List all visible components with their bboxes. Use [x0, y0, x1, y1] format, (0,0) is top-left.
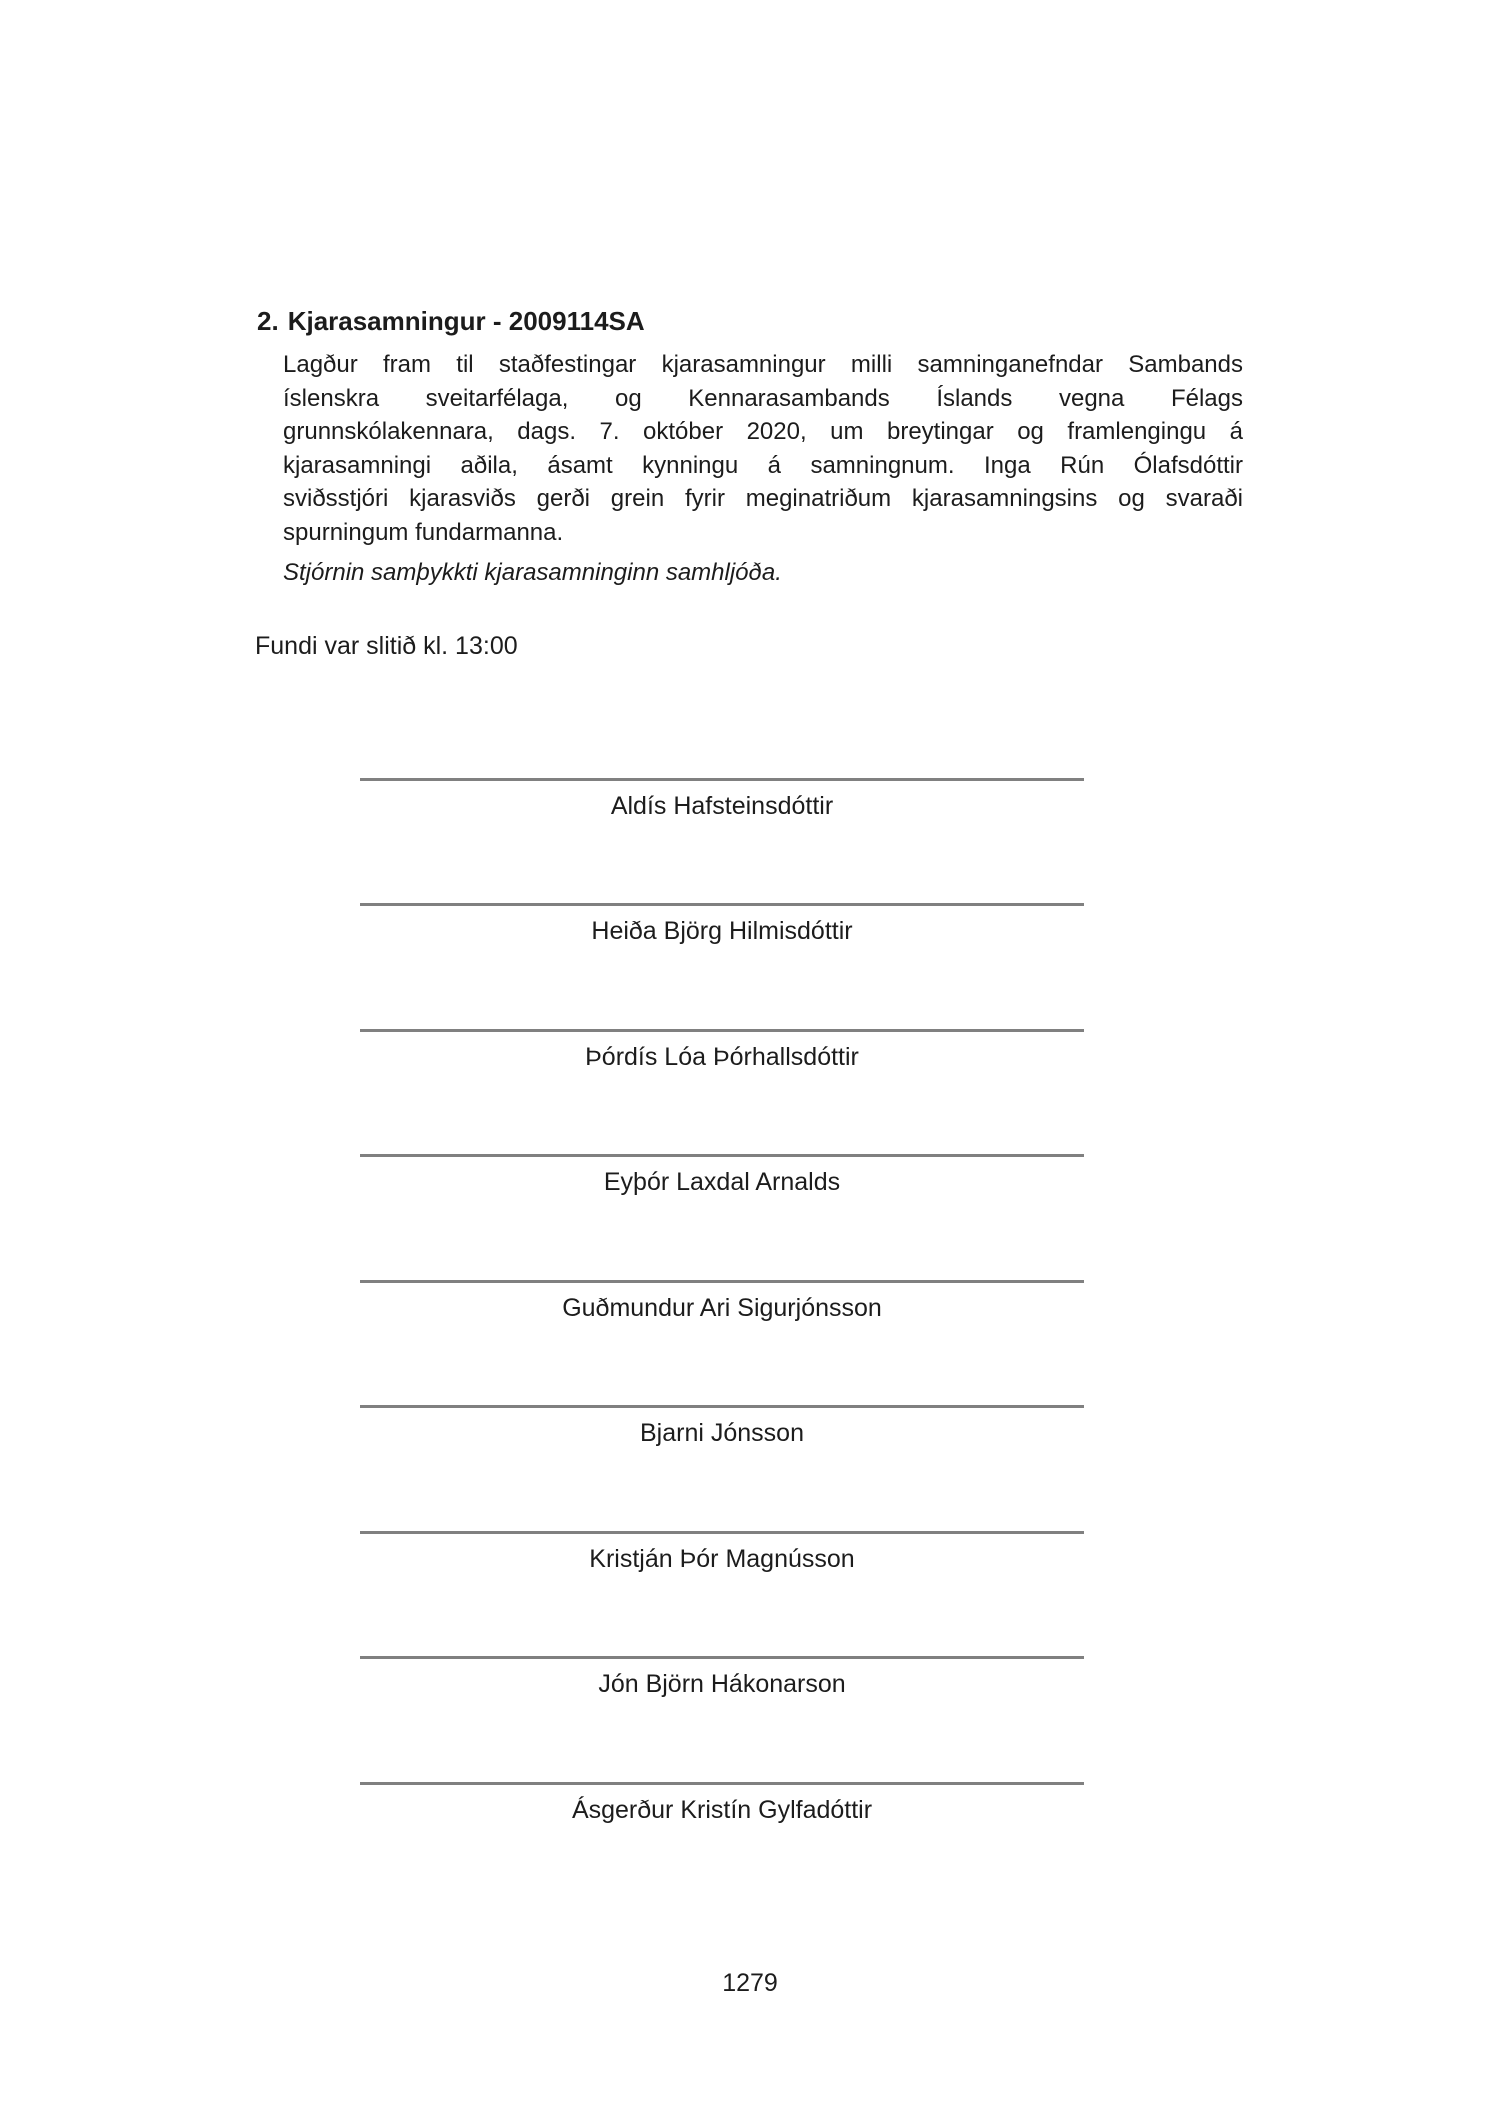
signature-block	[360, 1656, 1084, 1699]
signature-name: Aldís Hafsteinsdóttir	[610, 792, 834, 820]
body-line: spurningum fundarmanna.	[283, 518, 564, 546]
signature-line	[360, 1531, 1084, 1534]
closing-statement: Fundi var slitið kl. 13:00	[255, 632, 518, 660]
signature-block	[360, 778, 1084, 821]
agenda-item-body	[283, 348, 1243, 590]
signature-line	[360, 903, 1084, 906]
signature-name: Bjarni Jónsson	[640, 1419, 804, 1447]
body-line: sviðsstjóri kjarasviðs gerði grein fyrir meginatriðum kjarasamningsins og svaraði	[283, 485, 1243, 512]
agenda-item-heading	[257, 306, 645, 337]
agenda-item-title: Kjarasamningur - 2009114SA	[287, 306, 645, 336]
body-line: grunnskólakennara, dags. 7. október 2020, um breytingar og framlengingu á	[283, 418, 1243, 445]
signature-line	[360, 1782, 1084, 1785]
resolution-text: Stjórnin samþykkti kjarasamninginn samhljóða.	[283, 559, 782, 586]
body-line: Lagður fram til staðfestingar kjarasamningur milli samninganefndar Sambands	[283, 351, 1243, 378]
signature-line	[360, 1280, 1084, 1283]
body-line: íslenskra sveitarfélaga, og Kennarasambands Íslands vegna Félags	[283, 384, 1243, 412]
signature-block	[360, 1029, 1084, 1072]
signature-name: Eyþór Laxdal Arnalds	[603, 1168, 841, 1196]
signature-block	[360, 1154, 1084, 1197]
signature-name: Ásgerður Kristín Gylfadóttir	[571, 1796, 873, 1824]
signature-line	[360, 1029, 1084, 1032]
signature-block	[360, 1782, 1084, 1825]
signature-name: Heiða Björg Hilmisdóttir	[591, 917, 853, 945]
page-number: 1279	[722, 1969, 778, 1997]
agenda-item-number: 2.	[257, 306, 279, 336]
signature-line	[360, 778, 1084, 781]
signature-block	[360, 1280, 1084, 1323]
signature-line	[360, 1656, 1084, 1659]
signature-line	[360, 1405, 1084, 1408]
signature-name: Guðmundur Ari Sigurjónsson	[562, 1294, 882, 1322]
signature-block	[360, 903, 1084, 946]
signature-line	[360, 1154, 1084, 1157]
signature-name: Þórdís Lóa Þórhallsdóttir	[585, 1043, 859, 1071]
signature-block	[360, 1405, 1084, 1448]
signature-name: Kristján Þór Magnússon	[589, 1545, 855, 1573]
signature-name: Jón Björn Hákonarson	[598, 1670, 846, 1698]
signature-block	[360, 1531, 1084, 1574]
body-line: kjarasamningi aðila, ásamt kynningu á samningnum. Inga Rún Ólafsdóttir	[283, 451, 1243, 479]
